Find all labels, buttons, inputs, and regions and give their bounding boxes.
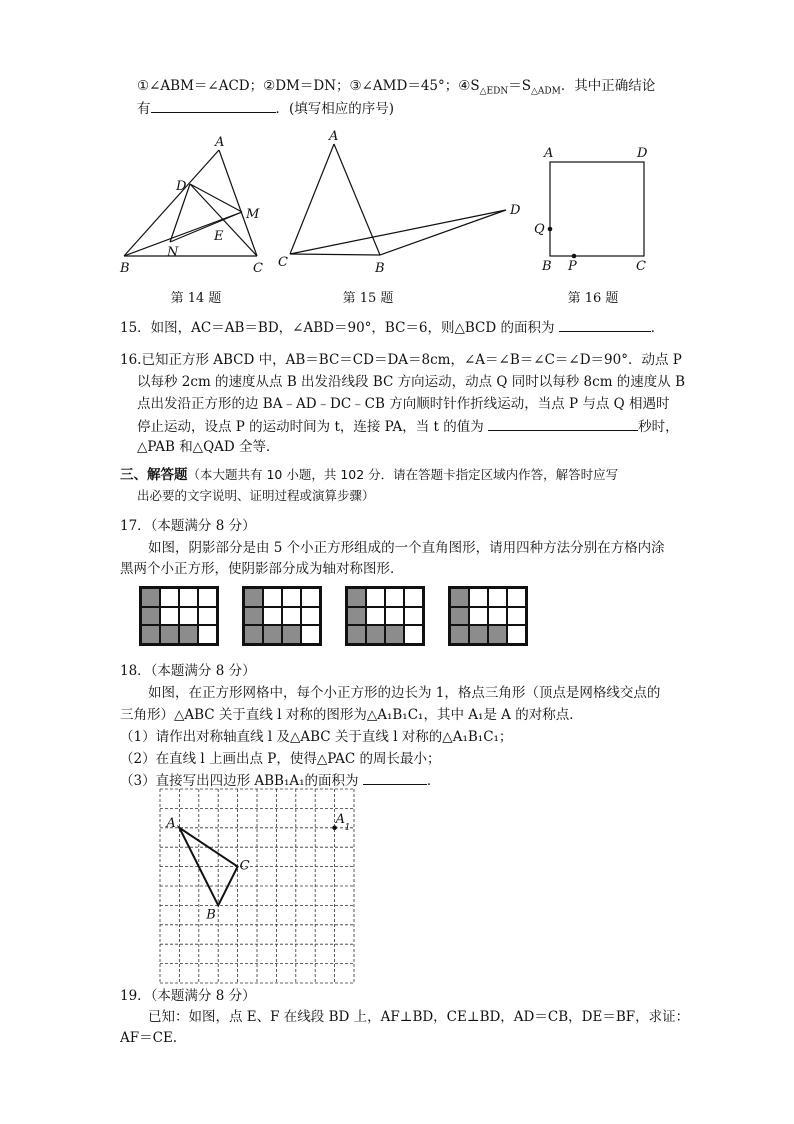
empty-cell[interactable] — [263, 607, 282, 626]
shaded-cell[interactable] — [347, 588, 366, 607]
q17-grid-1[interactable] — [139, 586, 219, 646]
q14-line1: ①∠ABM＝∠ACD；②DM＝DN；③∠AMD＝45°；$④S_{\triangle EDN}=S_{\triangle ADM}$．其中正确结论 — [137, 78, 656, 97]
shaded-cell[interactable] — [282, 625, 301, 644]
shaded-cell[interactable] — [263, 625, 282, 644]
figure-14 — [112, 132, 282, 277]
q17-grid-3[interactable] — [345, 586, 425, 646]
shaded-cell[interactable] — [450, 588, 469, 607]
q18-grid-figure — [150, 784, 370, 989]
shaded-cell[interactable] — [450, 607, 469, 626]
fig14-label-B: B — [120, 261, 130, 276]
q14-line2: 有 ．(填写相应的序号) — [137, 98, 394, 119]
shaded-cell[interactable] — [469, 625, 488, 644]
q16-line4: 停止运动，设点 P 的运动时间为 t，连接 PA，当 t 的值为 秒时， — [137, 416, 679, 437]
empty-cell[interactable] — [385, 607, 404, 626]
empty-cell[interactable] — [385, 588, 404, 607]
shaded-cell[interactable] — [141, 625, 160, 644]
label-A1-subscript: 1 — [344, 822, 351, 833]
empty-cell[interactable] — [301, 607, 320, 626]
q18-part1: （1）请作出对称轴直线 l 及△ABC 关于直线 l 对称的△A₁B₁C₁； — [120, 729, 513, 745]
label-C: C — [239, 858, 250, 874]
q16-answer-blank[interactable] — [488, 416, 638, 431]
empty-cell[interactable] — [507, 607, 526, 626]
fig14-label-C: C — [253, 261, 263, 276]
fig14-label-M: M — [246, 207, 260, 222]
fig16-label-P: P — [568, 259, 577, 274]
empty-cell[interactable] — [179, 588, 198, 607]
q17-grid-2[interactable] — [242, 586, 322, 646]
fig14-label-N: N — [167, 245, 179, 260]
shaded-cell[interactable] — [450, 625, 469, 644]
fig15-label-C: C — [278, 255, 288, 270]
empty-cell[interactable] — [282, 607, 301, 626]
empty-cell[interactable] — [488, 588, 507, 607]
q18-answer-blank[interactable] — [363, 770, 427, 785]
shaded-cell[interactable] — [347, 625, 366, 644]
empty-cell[interactable] — [282, 588, 301, 607]
empty-cell[interactable] — [469, 607, 488, 626]
empty-cell[interactable] — [301, 588, 320, 607]
shaded-cell[interactable] — [141, 588, 160, 607]
fig14-label-E: E — [214, 229, 224, 244]
label-A1: A — [335, 811, 345, 827]
shaded-cell[interactable] — [244, 607, 263, 626]
figure-15 — [272, 124, 532, 279]
fig14-caption: 第 14 题 — [170, 291, 222, 306]
empty-cell[interactable] — [301, 625, 320, 644]
empty-cell[interactable] — [198, 607, 217, 626]
fig16-caption: 第 16 题 — [567, 291, 619, 306]
q19-line2: AF＝CE. — [120, 1030, 178, 1046]
shaded-cell[interactable] — [141, 607, 160, 626]
section3-title: 三、解答题 — [120, 467, 188, 483]
empty-cell[interactable] — [404, 588, 423, 607]
q19-head: 19．（本题满分 8 分） — [120, 988, 256, 1004]
q18-line2: 三角形）△ABC 关于直线 l 对称的图形为△A₁B₁C₁，其中 A₁是 A 的对称点． — [120, 707, 583, 723]
empty-cell[interactable] — [179, 607, 198, 626]
empty-cell[interactable] — [507, 588, 526, 607]
q14-answer-blank[interactable] — [151, 98, 276, 113]
q15-answer-blank[interactable] — [559, 317, 651, 332]
q18-part2: （2）在直线 l 上画出点 P，使得△PAC 的周长最小； — [120, 751, 441, 767]
shaded-cell[interactable] — [160, 625, 179, 644]
label-A: A — [166, 815, 176, 831]
shaded-cell[interactable] — [488, 625, 507, 644]
q17-grid-4[interactable] — [448, 586, 528, 646]
empty-cell[interactable] — [488, 607, 507, 626]
shaded-cell[interactable] — [244, 588, 263, 607]
section3-desc2: 出必要的文字说明、证明过程或演算步骤） — [137, 488, 375, 503]
shaded-cell[interactable] — [366, 625, 385, 644]
empty-cell[interactable] — [263, 588, 282, 607]
q18-head: 18．（本题满分 8 分） — [120, 663, 256, 679]
empty-cell[interactable] — [507, 625, 526, 644]
q16-line2: 以每秒 2cm 的速度从点 B 出发沿线段 BC 方向运动，动点 Q 同时以每秒 8cm 的速度从 B — [137, 374, 686, 390]
shaded-cell[interactable] — [244, 625, 263, 644]
fig15-label-A: A — [329, 129, 339, 144]
fig16-label-D: D — [637, 146, 648, 161]
q16-line3: 点出发沿正方形的边 BA﹣AD﹣DC﹣CB 方向顺时针作折线运动，当点 P 与点 Q 相遇时 — [137, 396, 670, 412]
figure-16 — [528, 142, 668, 282]
shaded-cell[interactable] — [179, 625, 198, 644]
fig15-label-D: D — [510, 203, 521, 218]
fig15-caption: 第 15 题 — [342, 291, 394, 306]
empty-cell[interactable] — [404, 607, 423, 626]
empty-cell[interactable] — [160, 607, 179, 626]
label-B: B — [206, 907, 216, 923]
q17-head: 17．（本题满分 8 分） — [120, 518, 256, 534]
q19-line1: 已知：如图，点 E、F 在线段 BD 上，AF⊥BD，CE⊥BD，AD＝CB，DE＝BF，求证： — [148, 1009, 690, 1025]
q16-line1: 16.已知正方形 ABCD 中，AB＝BC＝CD＝DA＝8cm，∠A＝∠B＝∠C＝∠D＝90°．动点 P — [120, 352, 682, 368]
empty-cell[interactable] — [366, 588, 385, 607]
shaded-cell[interactable] — [385, 625, 404, 644]
fig16-label-Q: Q — [534, 222, 545, 237]
q18-part3: （3）直接写出四边形 ABB₁A₁的面积为 ． — [120, 770, 440, 791]
fig15-label-B: B — [375, 261, 385, 276]
fig16-label-C: C — [636, 259, 646, 274]
q17-line2: 黑两个小正方形，使阴影部分成为轴对称图形． — [120, 561, 404, 577]
shaded-cell[interactable] — [347, 607, 366, 626]
fig14-label-D: D — [176, 179, 187, 194]
empty-cell[interactable] — [198, 625, 217, 644]
section3-title-line: 三、解答题（本大题共有 10 小题，共 102 分．请在答题卡指定区域内作答，解答时应写 — [120, 467, 619, 483]
empty-cell[interactable] — [198, 588, 217, 607]
q17-line1: 如图，阴影部分是由 5 个小正方形组成的一个直角图形，请用四种方法分别在方格内涂 — [148, 540, 665, 556]
triangle-abc — [179, 828, 237, 906]
fig16-label-A: A — [544, 146, 554, 161]
fig16-label-B: B — [542, 259, 552, 274]
q16-line5: △PAB 和△QAD 全等． — [137, 439, 280, 455]
empty-cell[interactable] — [404, 625, 423, 644]
q15: 15．如图，AC＝AB＝BD，∠ABD＝90°，BC＝6，则△BCD 的面积为 ． — [120, 317, 664, 338]
empty-cell[interactable] — [366, 607, 385, 626]
q18-line1: 如图，在正方形网格中，每个小正方形的边长为 1，格点三角形（顶点是网格线交点的 — [148, 685, 661, 701]
empty-cell[interactable] — [469, 588, 488, 607]
fig14-label-A: A — [215, 135, 225, 150]
empty-cell[interactable] — [160, 588, 179, 607]
